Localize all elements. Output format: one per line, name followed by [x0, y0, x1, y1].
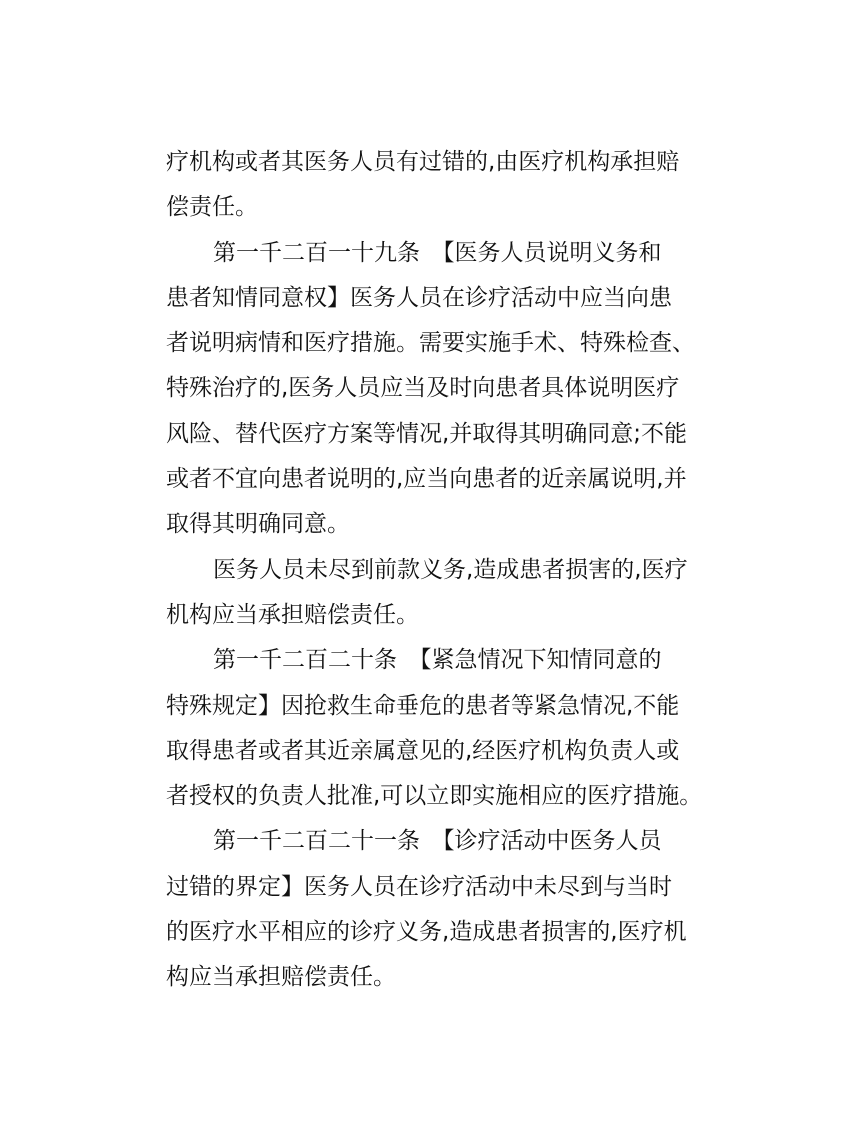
text-line: 取得患者或者其近亲属意见的,经医疗机构负责人或 [166, 737, 680, 764]
text-line: 特殊治疗的,医务人员应当及时向患者具体说明医疗 [166, 375, 680, 402]
article-1221-heading-line: 第一千二百二十一条 【诊疗活动中医务人员 [213, 828, 662, 855]
text-line: 者说明病情和医疗措施。需要实施手术、特殊检查、 [166, 330, 695, 357]
text-line: 特殊规定】因抢救生命垂危的患者等紧急情况,不能 [166, 692, 680, 719]
text-line: 者授权的负责人批准,可以立即实施相应的医疗措施。 [166, 783, 703, 810]
text-line: 疗机构或者其医务人员有过错的,由医疗机构承担赔 [166, 149, 680, 175]
text-line: 机构应当承担赔偿责任。 [166, 601, 419, 628]
text-line: 取得其明确同意。 [166, 511, 350, 538]
text-line: 构应当承担赔偿责任。 [166, 964, 396, 991]
text-line: 患者知情同意权】医务人员在诊疗活动中应当向患 [166, 284, 672, 311]
article-1219-heading-line: 第一千二百一十九条 【医务人员说明义务和 [213, 239, 662, 266]
text-line: 过错的界定】医务人员在诊疗活动中未尽到与当时 [166, 873, 672, 900]
article-1220-heading-line: 第一千二百二十条 【紧急情况下知情同意的 [213, 647, 662, 674]
document-body [166, 140, 726, 1001]
text-line: 风险、替代医疗方案等情况,并取得其明确同意;不能 [166, 420, 688, 447]
text-line: 或者不宜向患者说明的,应当向患者的近亲属说明,并 [166, 466, 687, 493]
text-line: 偿责任。 [166, 194, 258, 221]
paragraph-start-line: 医务人员未尽到前款义务,造成患者损害的,医疗 [213, 556, 688, 583]
text-line: 的医疗水平相应的诊疗义务,造成患者损害的,医疗机 [166, 919, 687, 946]
